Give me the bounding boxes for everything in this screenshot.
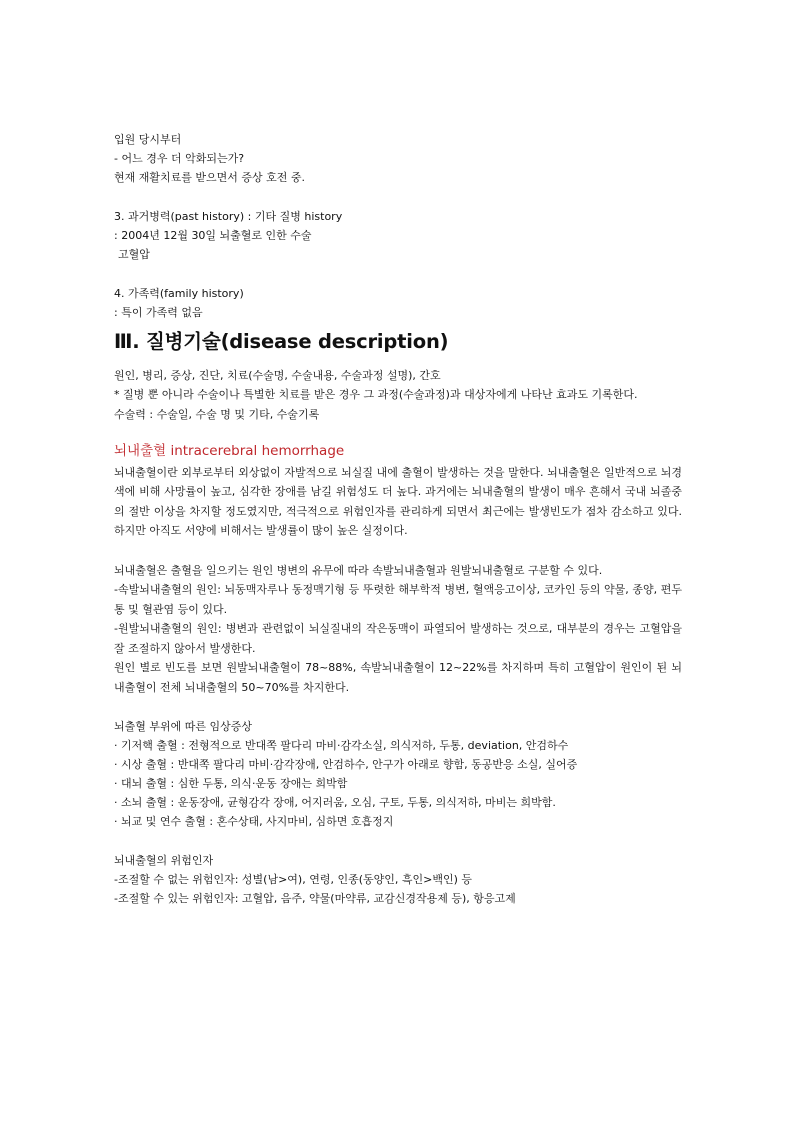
section-note: * 질병 뿐 아니라 수술이나 특별한 치료를 받은 경우 그 과정(수술과정)과 대상자에게 나타난 효과도 기록한다. bbox=[114, 388, 638, 401]
page-content bbox=[114, 130, 682, 908]
symptom-item: · 기저핵 출혈 : 전형적으로 반대쪽 팔다리 마비·감각소실, 의식저하, 두통, deviation, 안검하수 bbox=[114, 739, 569, 752]
past-history-title: 3. 과거병력(past history) : 기타 질병 history bbox=[114, 210, 343, 223]
section-line: 원인, 병리, 증상, 진단, 치료(수술명, 수술내용, 수술과정 설명), 간호 bbox=[114, 369, 441, 382]
risk-title: 뇌내출혈의 위험인자 bbox=[114, 854, 214, 867]
ich-paragraph: 원인 별로 빈도를 보면 원발뇌내출혈이 78~88%, 속발뇌내출혈이 12~22%를 차지하며 특히 고혈압이 원인이 된 뇌내출혈이 전체 뇌내출혈의 50~70%를 차지한다. bbox=[114, 661, 682, 694]
symptom-item: · 뇌교 및 연수 출혈 : 혼수상태, 사지마비, 심하면 호흡정지 bbox=[114, 815, 394, 828]
symptom-item: · 소뇌 출혈 : 운동장애, 균형감각 장애, 어지러움, 오심, 구토, 두통, 의식저하, 마비는 희박함. bbox=[114, 796, 556, 809]
section-line: 수술력 : 수술일, 수술 명 및 기타, 수술기록 bbox=[114, 407, 320, 421]
ich-paragraph: -원발뇌내출혈의 원인: 병변과 관련없이 뇌실질내의 작은동맥이 파열되어 발생하는 것으로, 대부분의 경우는 고혈압을 잘 조절하지 않아서 발생한다. bbox=[114, 622, 682, 655]
ich-paragraph: -속발뇌내출혈의 원인: 뇌동맥자루나 동정맥기형 등 뚜렷한 해부학적 병변, 혈액응고이상, 코카인 등의 약물, 종양, 편두통 및 혈관염 등이 있다. bbox=[114, 583, 682, 616]
risk-line: -조절할 수 없는 위험인자: 성별(남>여), 연령, 인종(동양인, 흑인>백인) 등 bbox=[114, 873, 473, 886]
history-line: 입원 당시부터 bbox=[114, 133, 182, 146]
risk-line: -조절할 수 있는 위험인자: 고혈압, 음주, 약물(마약류, 교감신경작용제 등), 항응고제 bbox=[114, 892, 516, 905]
symptom-item: · 시상 출혈 : 반대쪽 팔다리 마비·감각장애, 안검하수, 안구가 아래로 향함, 동공반응 소실, 실어증 bbox=[114, 758, 578, 771]
past-history-line: : 2004년 12월 30일 뇌출혈로 인한 수술 bbox=[114, 229, 312, 242]
family-history-line: : 특이 가족력 없음 bbox=[114, 306, 203, 319]
family-history-title: 4. 가족력(family history) bbox=[114, 287, 244, 300]
section-heading: Ⅲ. 질병기술(disease description) bbox=[114, 330, 449, 353]
symptoms-title: 뇌출혈 부위에 따른 임상증상 bbox=[114, 720, 253, 733]
ich-title: 뇌내출혈 intracerebral hemorrhage bbox=[114, 442, 345, 459]
history-line: - 어느 경우 더 악화되는가? bbox=[114, 152, 245, 165]
symptom-item: · 대뇌 출혈 : 심한 두통, 의식·운동 장애는 희박함 bbox=[114, 777, 348, 790]
ich-paragraph: 뇌내출혈은 출혈을 일으키는 원인 병변의 유무에 따라 속발뇌내출혈과 원발뇌내출혈로 구분할 수 있다. bbox=[114, 563, 603, 577]
past-history-line: 고혈압 bbox=[118, 248, 150, 261]
ich-paragraph: 뇌내출혈이란 외부로부터 외상없이 자발적으로 뇌실질 내에 출혈이 발생하는 것을 말한다. 뇌내출혈은 일반적으로 뇌경색에 비해 사망률이 높고, 심각한 장애를 남길 위험성도 더 높다. 과거에는 뇌내출혈의 발생이 매우 흔해서 국내 뇌졸중의 절반 이상을 차지할 정도였지만, 적극적으로 위험인자를 관리하게 되면서 최근에는 발생빈도가 점차 감소하고 있다. 하지만 아직도 서양에 비해서는 발생률이 많이 높은 실정이다. bbox=[114, 465, 682, 537]
history-line: 현재 재활치료를 받으면서 증상 호전 중. bbox=[114, 171, 305, 184]
